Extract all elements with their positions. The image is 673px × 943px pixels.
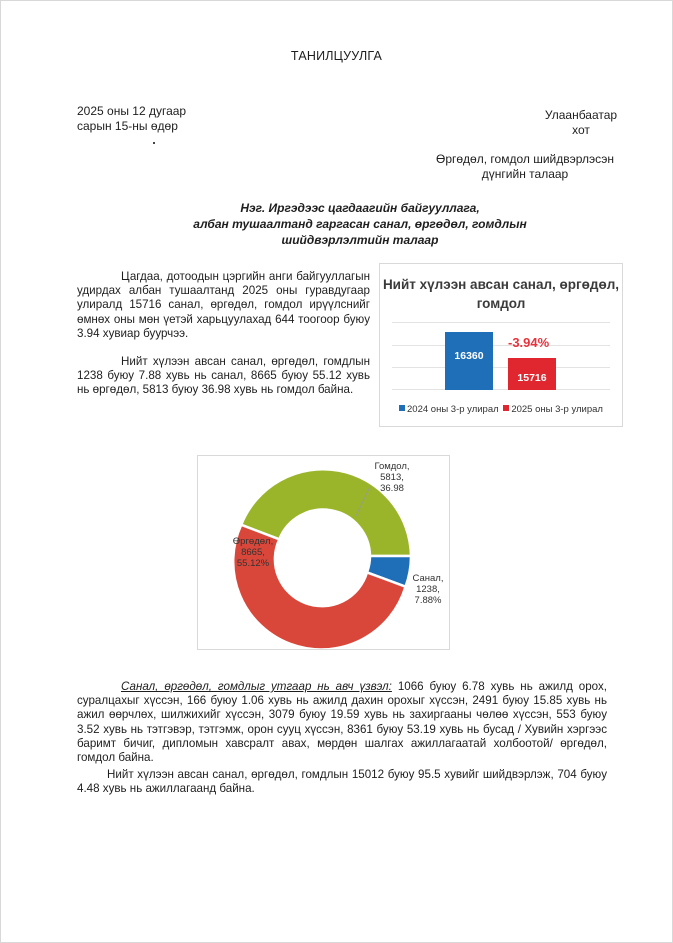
bar-2025-value: 15716 bbox=[517, 372, 547, 384]
label-sanal-value: 1238, bbox=[416, 584, 440, 595]
subject-line-2: дүнгийн талаар bbox=[481, 167, 569, 181]
legend-swatch-red bbox=[503, 405, 509, 411]
label-sanal bbox=[408, 573, 448, 606]
bar-2024-value: 16360 bbox=[454, 350, 484, 362]
paragraph-by-category-lead: Санал, өргөдөл, гомдлыг утгаар нь авч үзвэл: bbox=[121, 680, 392, 693]
city-line-1: Улаанбаатар bbox=[544, 108, 618, 122]
label-gomdol-pct: 36.98 bbox=[380, 483, 404, 494]
section-heading bbox=[150, 200, 570, 248]
stray-mark bbox=[153, 142, 155, 144]
heading-line-3: шийдвэрлэлтийн талаар bbox=[281, 233, 439, 247]
gridline bbox=[392, 322, 610, 323]
heading-line-2: албан тушаалтанд гаргасан санал, өргөдөл, гомдлын bbox=[193, 217, 527, 231]
date-line-1: 2025 оны 12 дугаар bbox=[77, 104, 187, 118]
paragraph-by-category bbox=[77, 680, 607, 765]
subject-line-1: Өргөдөл, гомдол шийдвэрлэсэн bbox=[436, 152, 614, 166]
paragraph-resolution-text: Нийт хүлээн авсан санал, өргөдөл, гомдлын 15012 буюу 95.5 хувийг шийдвэрлэж, 704 буюу 4.48 хувь нь ажиллагаанд байна. bbox=[77, 768, 607, 796]
gridline bbox=[392, 367, 610, 368]
date-line-2: сарын 15-ны өдөр bbox=[77, 119, 178, 133]
label-orgodol bbox=[228, 536, 278, 569]
paragraph-by-category-text: 1066 буюу 6.78 хувь нь ажилд орох, суралцахыг хүссэн, 166 буюу 1.06 хувь нь ажилд дахин орохыг хүссэн, 2491 буюу 15.85 хувь нь ажил өөрчлөх, шилжихийг хүссэн, 3079 буюу 19.59 хувь нь захиргааны чөлөө хүссэн, 553 буюу 3.52 хувь нь тэтгэвэр, тэтгэмж, орон сууц хүссэн, 8361 буюу 53.19 хувь нь бусад / Хувийн хэргээс баримт бичиг, дипломын хавсралт авах, мөрдөн шалгах ажиллагаатай холбоотой/ өргөдөл, гомдол байна. bbox=[77, 680, 607, 765]
gridline bbox=[392, 389, 610, 390]
legend-2024: 2024 оны 3-р улирал bbox=[407, 404, 499, 415]
label-gomdol bbox=[366, 461, 418, 494]
label-gomdol-name: Гомдол, bbox=[374, 461, 410, 472]
label-orgodol-pct: 55.12% bbox=[236, 558, 270, 569]
label-orgodol-name: Өргөдөл, bbox=[232, 536, 274, 547]
label-sanal-name: Санал, bbox=[412, 573, 444, 584]
heading-line-1: Нэг. Иргэдээс цагдаагийн байгууллага, bbox=[240, 201, 480, 215]
gridline bbox=[392, 345, 610, 346]
bar-chart-title: Нийт хүлээн авсан санал, өргөдөл, гомдол bbox=[382, 277, 620, 311]
paragraph-summary bbox=[77, 270, 370, 341]
bar-chart bbox=[379, 263, 623, 427]
bar-chart-legend bbox=[380, 404, 622, 415]
label-orgodol-value: 8665, bbox=[241, 547, 265, 558]
donut-chart bbox=[197, 455, 450, 650]
label-gomdol-value: 5813, bbox=[380, 472, 404, 483]
change-percent: -3.94% bbox=[508, 335, 550, 350]
label-sanal-pct: 7.88% bbox=[414, 595, 442, 606]
document-title: ТАНИЛЦУУЛГА bbox=[290, 49, 383, 63]
city-line-2: хот bbox=[572, 123, 590, 137]
bar-2025 bbox=[508, 358, 556, 390]
document-city bbox=[540, 108, 622, 138]
paragraph-summary-text: Цагдаа, дотоодын цэргийн анги байгууллагын удирдах албан тушаалтанд 2025 оны гуравдугаар улиралд 15716 санал, өргөдөл, гомдол ирүүлснийг өмнөх оны мөн үетэй харьцуулахад 644 тоогоор буюу 3.94 хувиар буурчээ. bbox=[77, 270, 370, 340]
legend-swatch-blue bbox=[399, 405, 405, 411]
document-date bbox=[77, 104, 186, 134]
paragraph-resolution bbox=[77, 768, 607, 796]
paragraph-breakdown bbox=[77, 355, 370, 398]
document-subject bbox=[425, 152, 625, 182]
legend-2025: 2025 оны 3-р улирал bbox=[511, 404, 603, 415]
bar-2024 bbox=[445, 332, 493, 390]
paragraph-breakdown-text: Нийт хүлээн авсан санал, өргөдөл, гомдлын 1238 буюу 7.88 хувь нь санал, 8665 буюу 55.12 хувь нь өргөдөл, 5813 буюу 36.98 хувь нь гомдол байна. bbox=[77, 355, 370, 397]
